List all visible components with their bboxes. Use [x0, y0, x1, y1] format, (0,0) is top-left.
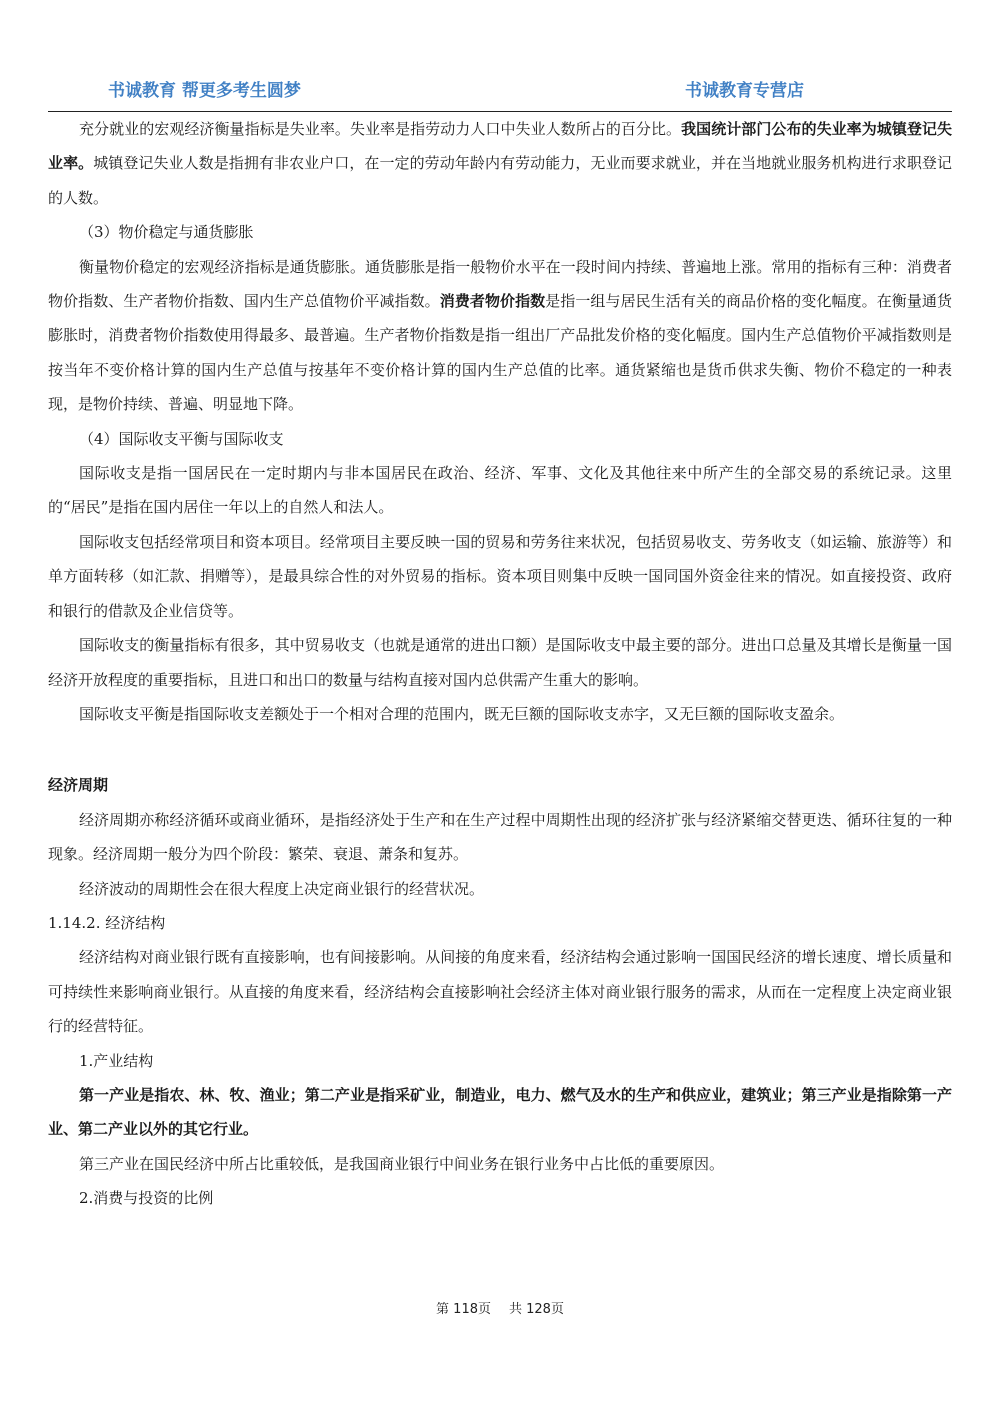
- subheading-consumption-investment: 2.消费与投资的比例: [79, 1189, 214, 1208]
- subheading-balance-of-payments: （4）国际收支平衡与国际收支: [79, 429, 284, 448]
- subheading-price-stability: （3）物价稳定与通货膨胀: [79, 223, 254, 242]
- page-header: [48, 70, 952, 110]
- paragraph-cycle-impact: 经济波动的周期性会在很大程度上决定商业银行的经营状况。: [79, 879, 485, 898]
- page-footer: [0, 1298, 1000, 1317]
- paragraph-structure-impact: 经济结构对商业银行既有直接影响，也有间接影响。从间接的角度来看，经济结构会通过影响一国国民经济的增长速度、增长质量和可持续性来影响商业银行。从直接的角度来看，经济结构会直接影响社会经济主体对商业银行服务的需求，从而在一定程度上决定商业银行的经营特征。: [48, 948, 952, 1036]
- header-left-text: 书诚教育 帮更多考生圆梦: [108, 81, 301, 101]
- bold-emphasis: 消费者物价指数: [439, 292, 546, 311]
- bold-emphasis: 我国统计部门公布的失业率为城镇登记失业率。: [48, 120, 952, 173]
- paragraph-cycle-definition: 经济周期亦称经济循环或商业循环，是指经济处于生产和在生产过程中周期性出现的经济扩张与经济紧缩交替更迭、循环往复的一种现象。经济周期一般分为四个阶段：繁荣、衰退、萧条和复苏。: [48, 810, 952, 864]
- section-gap: [48, 731, 952, 768]
- subheading-industry-structure: 1.产业结构: [79, 1051, 154, 1070]
- paragraph-industry-definition: [48, 1078, 952, 1147]
- paragraph-bop-definition: 国际收支是指一国居民在一定时期内与非本国居民在政治、经济、军事、文化及其他往来中所产生的全部交易的系统记录。这里的“居民”是指在国内居住一年以上的自然人和法人。: [48, 464, 952, 517]
- paragraph-bop-indicators: 国际收支的衡量指标有很多，其中贸易收支（也就是通常的进出口额）是国际收支中最主要的部分。进出口总量及其增长是衡量一国经济开放程度的重要指标，且进口和出口的数量与结构直接对国内总供需产生重大的影响。: [48, 636, 952, 689]
- header-right-text: 书诚教育专营店: [685, 81, 804, 101]
- page-total: 共 128页: [509, 1302, 564, 1317]
- section-heading-economic-cycle: 经济周期: [48, 776, 109, 795]
- document-body: [48, 112, 952, 1216]
- bold-emphasis: 第一产业是指农、林、牧、渔业；第二产业是指采矿业，制造业，电力、燃气及水的生产和供应业，建筑业；第三产业是指除第一产业、第二产业以外的其它行业。: [48, 1085, 952, 1139]
- paragraph-inflation: 衡量物价稳定的宏观经济指标是通货膨胀。通货膨胀是指一般物价水平在一段时间内持续、普遍地上涨。常用的指标有三种：消费者物价指数、生产者物价指数、国内生产总值物价平减指数。消费者物价指数是指一组与居民生活有关的商品价格的变化幅度。在衡量通货膨胀时，消费者物价指数使用得最多、最普遍。生产者物价指数是指一组出厂产品批发价格的变化幅度。国内生产总值物价平减指数则是按当年不变价格计算的国内生产总值与按基年不变价格计算的国内生产总值的比率。通货紧缩也是货币供求失衡、物价不稳定的一种表现，是物价持续、普遍、明显地下降。: [48, 257, 952, 414]
- paragraph-unemployment: 充分就业的宏观经济衡量指标是失业率。失业率是指劳动力人口中失业人数所占的百分比。我国统计部门公布的失业率为城镇登记失业率。城镇登记失业人数是指拥有非农业户口，在一定的劳动年龄内有劳动能力，无业而要求就业，并在当地就业服务机构进行求职登记的人数。: [48, 120, 952, 207]
- paragraph-bop-balance: 国际收支平衡是指国际收支差额处于一个相对合理的范围内，既无巨额的国际收支赤字，又无巨额的国际收支盈余。: [79, 704, 845, 723]
- page-number: 第 118页: [436, 1302, 491, 1317]
- paragraph-tertiary-industry: 第三产业在国民经济中所占比重较低，是我国商业银行中间业务在银行业务中占比低的重要原因。: [79, 1154, 725, 1173]
- section-heading-economic-structure: 1.14.2. 经济结构: [48, 913, 166, 932]
- paragraph-bop-components: 国际收支包括经常项目和资本项目。经常项目主要反映一国的贸易和劳务往来状况，包括贸易收支、劳务收支（如运输、旅游等）和单方面转移（如汇款、捐赠等），是最具综合性的对外贸易的指标。资本项目则集中反映一国同国外资金往来的情况。如直接投资、政府和银行的借款及企业信贷等。: [48, 532, 952, 620]
